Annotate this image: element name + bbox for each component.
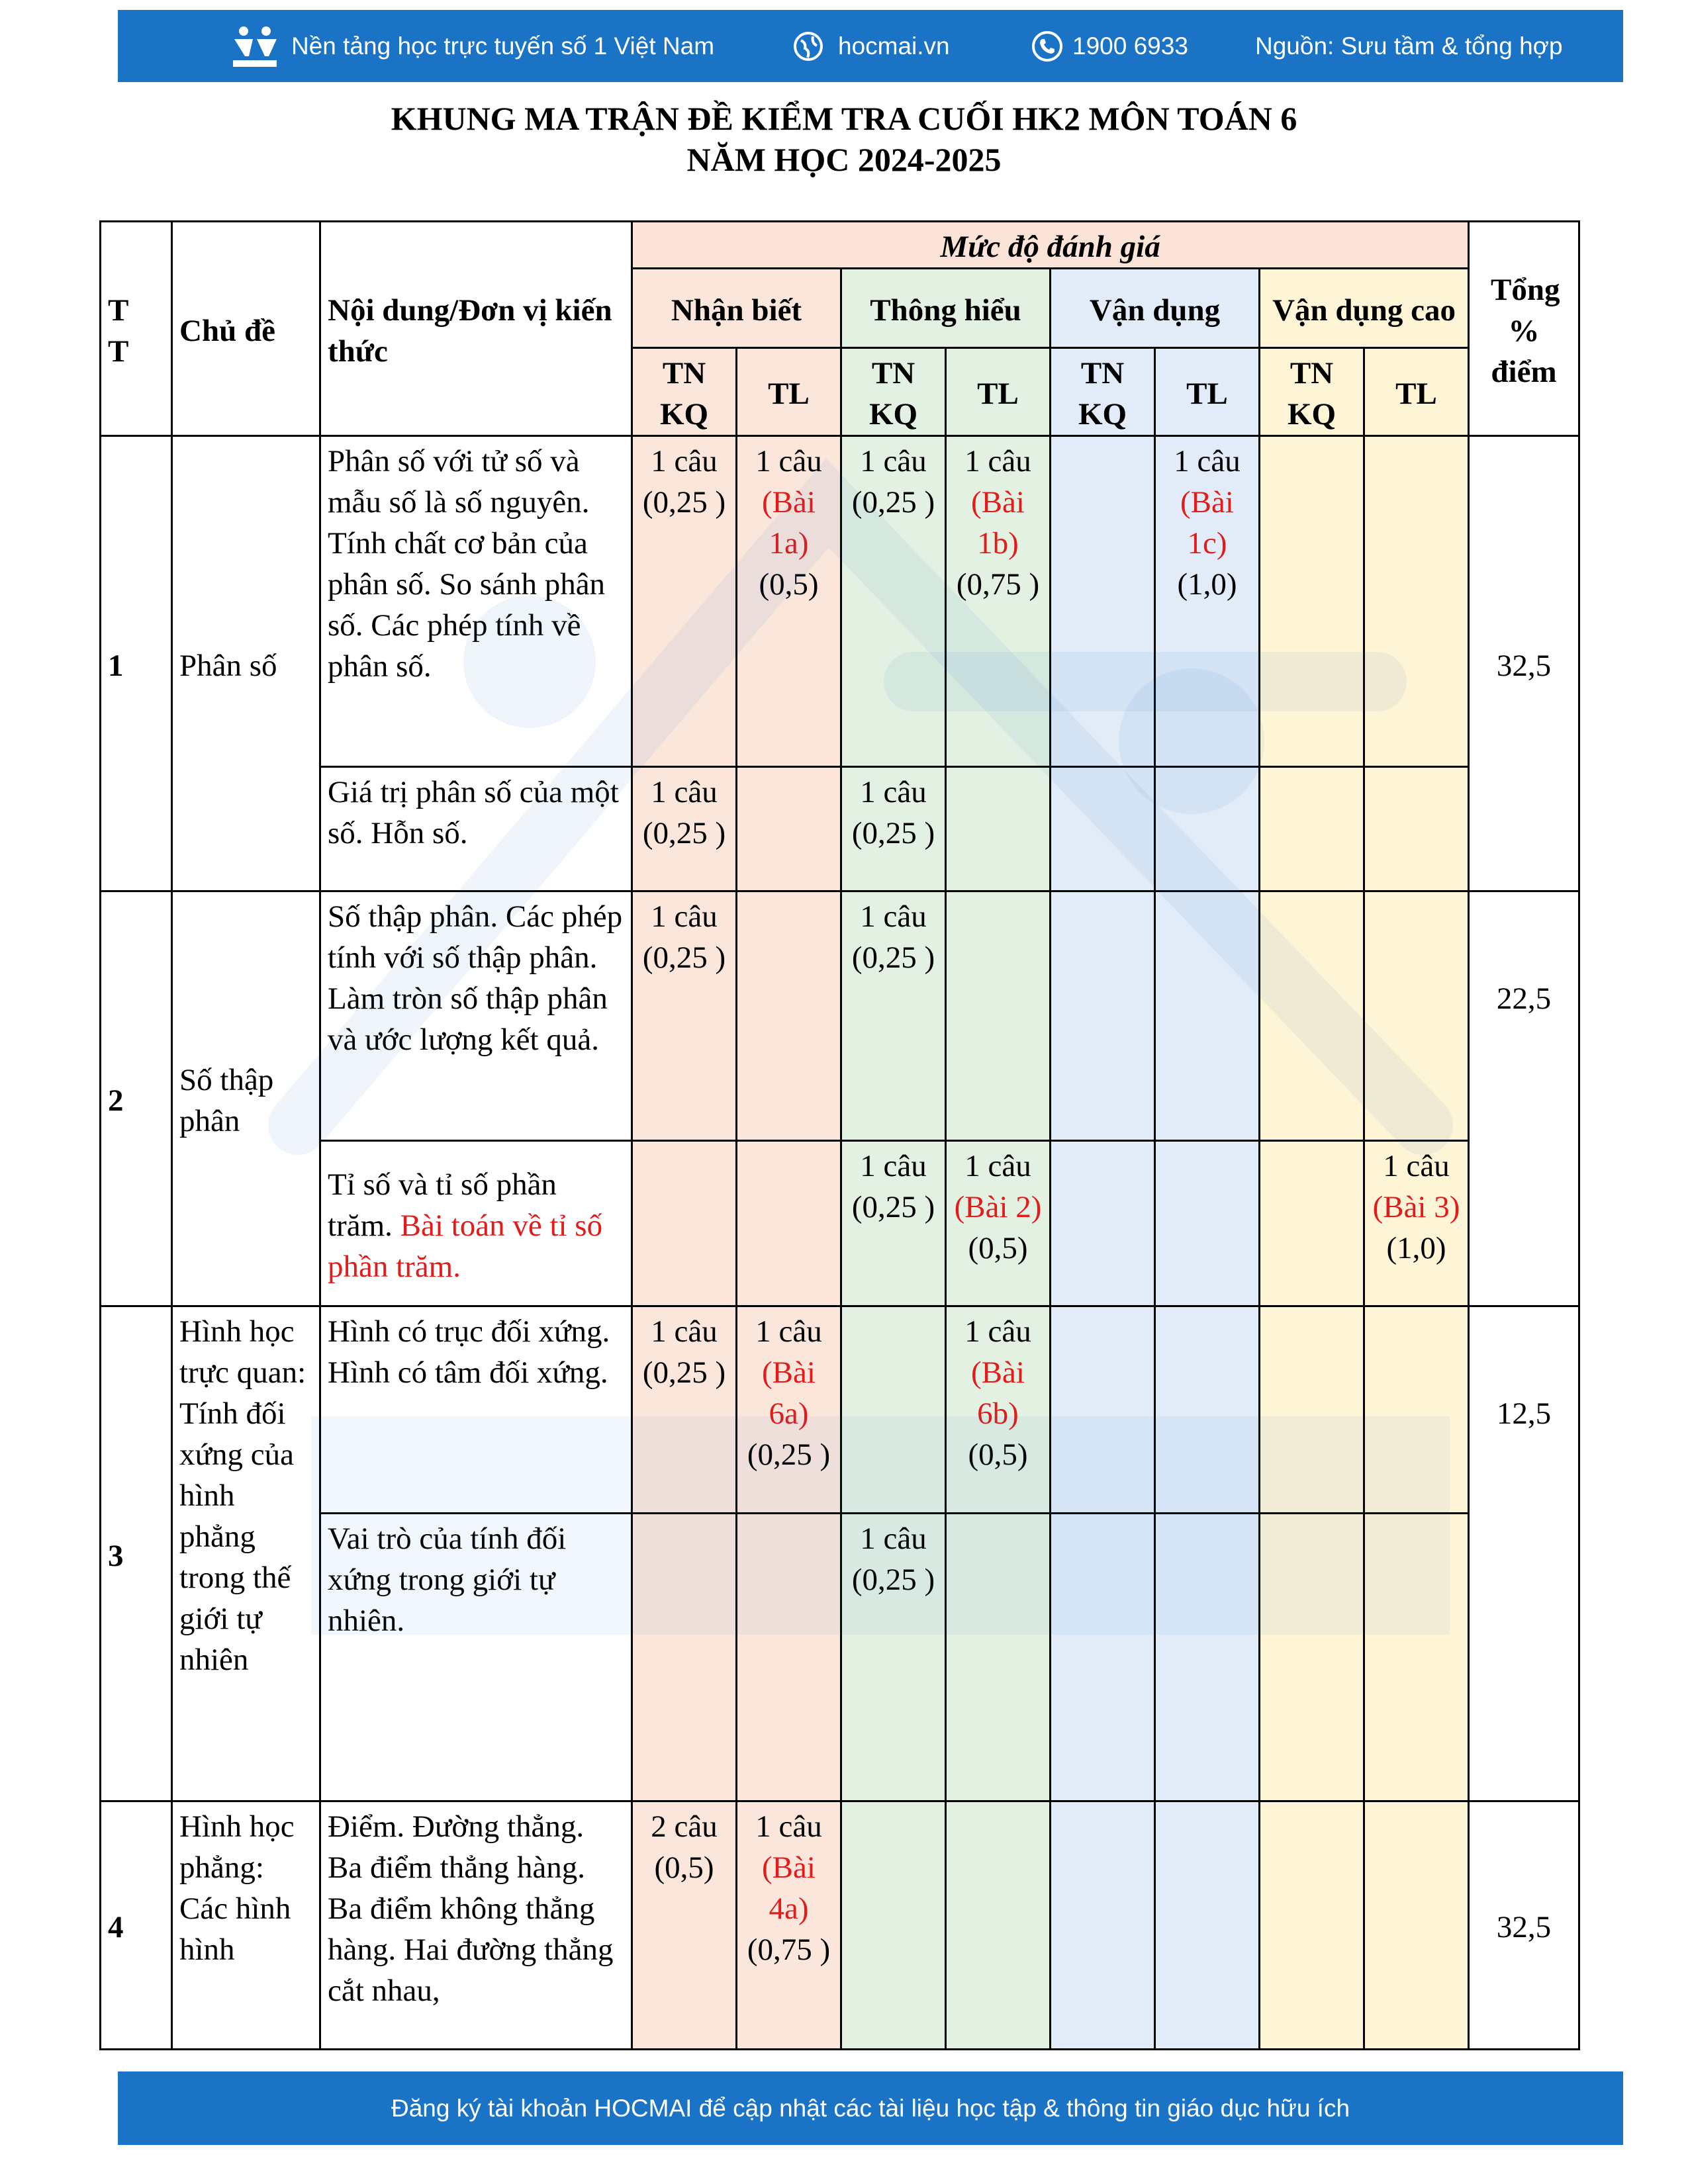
cell-nb-tl (737, 767, 841, 891)
cell-th-tl (946, 1514, 1051, 1801)
cell-vd-tnkq (1051, 767, 1155, 891)
cell-vd-tl (1155, 767, 1260, 891)
header-tt: T T (101, 222, 172, 436)
hocmai-logo-icon (229, 23, 282, 69)
cell-nb-tnkq: 2 câu (0,5) (632, 1801, 737, 2050)
topic-cell: Hình học trực quan: Tính đối xứng của hình phẳng trong thế giới tự nhiên (172, 1306, 320, 1801)
cell-vd-tnkq (1051, 1141, 1155, 1306)
cell-th-tl: 1 câu (Bài 1b) (0,75 ) (946, 436, 1051, 767)
brand-group (229, 10, 714, 82)
cell-nb-tl: 1 câu (Bài 4a) (0,75 ) (737, 1801, 841, 2050)
cell-vc-tl (1364, 1801, 1469, 2050)
cell-th-tl (946, 891, 1051, 1141)
cell-vd-tnkq (1051, 1306, 1155, 1514)
cell-vc-tnkq (1260, 1514, 1364, 1801)
table-row (101, 1801, 1579, 2050)
document-subtitle: NĂM HỌC 2024-2025 (686, 141, 1002, 178)
cell-nb-tnkq: 1 câu (0,25 ) (632, 767, 737, 891)
footer-banner[interactable] (118, 2071, 1623, 2145)
row-number: 1 (101, 436, 172, 891)
cell-vd-tnkq (1051, 436, 1155, 767)
cell-nb-tl (737, 1514, 841, 1801)
content-cell: Số thập phân. Các phép tính với số thập phân. Làm tròn số thập phân và ước lượng kết quả. (320, 891, 632, 1141)
cell-vd-tl: 1 câu (Bài 1c) (1,0) (1155, 436, 1260, 767)
total-cell: 32,5 (1469, 1801, 1579, 2050)
cell-nb-tnkq (632, 1141, 737, 1306)
top-banner (118, 10, 1623, 82)
header-levels: Mức độ đánh giá (632, 222, 1469, 269)
document-title: KHUNG MA TRẬN ĐỀ KIỂM TRA CUỐI HK2 MÔN TOÁN 6 (391, 100, 1297, 137)
cell-vc-tl (1364, 891, 1469, 1141)
cell-vc-tnkq (1260, 891, 1364, 1141)
level-thong-hieu: Thông hiểu (841, 269, 1051, 348)
sub-tnkq: TN KQ (1051, 348, 1155, 436)
content-cell: Phân số với tử số và mẫu số là số nguyên. Tính chất cơ bản của phân số. So sánh phân số. Các phép tính về phân số. (320, 436, 632, 767)
cell-th-tl (946, 767, 1051, 891)
topic-cell: Hình học phẳng: Các hình hình (172, 1801, 320, 2050)
row-number: 4 (101, 1801, 172, 2050)
cell-nb-tl: 1 câu (Bài 6a) (0,25 ) (737, 1306, 841, 1514)
slogan: Nền tảng học trực tuyến số 1 Việt Nam (291, 32, 715, 60)
cell-th-tnkq: 1 câu (0,25 ) (841, 1514, 946, 1801)
cell-th-tnkq: 1 câu (0,25 ) (841, 891, 946, 1141)
total-cell: 22,5 (1469, 891, 1579, 1306)
table-row (101, 767, 1579, 891)
content-cell: Tỉ số và tỉ số phần trăm. Bài toán về tỉ số phần trăm. (320, 1141, 632, 1306)
cell-vc-tl (1364, 767, 1469, 891)
cell-vc-tl (1364, 1306, 1469, 1514)
cell-vd-tl (1155, 1306, 1260, 1514)
cell-vc-tnkq (1260, 1306, 1364, 1514)
cell-th-tnkq: 1 câu (0,25 ) (841, 767, 946, 891)
topic-cell: Phân số (172, 436, 320, 891)
row-number: 2 (101, 891, 172, 1306)
cell-nb-tl: 1 câu (Bài 1a) (0,5) (737, 436, 841, 767)
phone-icon (1031, 30, 1063, 62)
assessment-matrix-table (99, 220, 1580, 2050)
table-row (101, 1141, 1579, 1306)
sub-tl: TL (737, 348, 841, 436)
content-cell: Vai trò của tính đối xứng trong giới tự nhiên. (320, 1514, 632, 1801)
cell-vd-tl (1155, 1141, 1260, 1306)
website-link[interactable]: hocmai.vn (838, 32, 950, 60)
total-cell: 32,5 (1469, 436, 1579, 891)
sub-tnkq: TN KQ (841, 348, 946, 436)
website-group[interactable] (793, 10, 950, 82)
sub-tl: TL (1364, 348, 1469, 436)
cell-vc-tl (1364, 436, 1469, 767)
header-topic: Chủ đề (172, 222, 320, 436)
cell-th-tnkq: 1 câu (0,25 ) (841, 1141, 946, 1306)
cell-vc-tl: 1 câu (Bài 3) (1,0) (1364, 1141, 1469, 1306)
cell-vd-tnkq (1051, 1801, 1155, 2050)
cell-vc-tnkq (1260, 436, 1364, 767)
cell-nb-tnkq: 1 câu (0,25 ) (632, 1306, 737, 1514)
cell-th-tl: 1 câu (Bài 2) (0,5) (946, 1141, 1051, 1306)
cell-th-tnkq (841, 1306, 946, 1514)
cell-vc-tnkq (1260, 1141, 1364, 1306)
cell-th-tl: 1 câu (Bài 6b) (0,5) (946, 1306, 1051, 1514)
table-row (101, 891, 1579, 1141)
content-cell: Giá trị phân số của một số. Hỗn số. (320, 767, 632, 891)
cell-vd-tl (1155, 1801, 1260, 2050)
globe-icon (793, 31, 823, 62)
table-row (101, 436, 1579, 767)
cell-vd-tnkq (1051, 1514, 1155, 1801)
cell-th-tl (946, 1801, 1051, 2050)
cell-nb-tnkq: 1 câu (0,25 ) (632, 891, 737, 1141)
cell-vd-tl (1155, 1514, 1260, 1801)
cell-vd-tnkq (1051, 891, 1155, 1141)
source-group (1255, 10, 1563, 82)
source-note: Nguồn: Sưu tầm & tổng hợp (1255, 32, 1563, 60)
cell-nb-tl (737, 891, 841, 1141)
content-cell: Hình có trục đối xứng. Hình có tâm đối xứng. (320, 1306, 632, 1514)
level-nhan-biet: Nhận biết (632, 269, 841, 348)
sub-tnkq: TN KQ (1260, 348, 1364, 436)
header-content: Nội dung/Đơn vị kiến thức (320, 222, 632, 436)
hotline-group[interactable] (1031, 10, 1188, 82)
cell-vc-tnkq (1260, 767, 1364, 891)
sub-tl: TL (1155, 348, 1260, 436)
cell-nb-tnkq (632, 1514, 737, 1801)
topic-cell: Số thập phân (172, 891, 320, 1306)
sub-tl: TL (946, 348, 1051, 436)
hotline[interactable]: 1900 6933 (1072, 32, 1188, 60)
total-cell: 12,5 (1469, 1306, 1579, 1801)
header-total: Tổng % điểm (1469, 222, 1579, 436)
cell-vc-tnkq (1260, 1801, 1364, 2050)
cell-nb-tnkq: 1 câu (0,25 ) (632, 436, 737, 767)
table-row (101, 1306, 1579, 1514)
table-row (101, 1514, 1579, 1801)
content-cell: Điểm. Đường thẳng. Ba điểm thẳng hàng. Ba điểm không thẳng hàng. Hai đường thẳng cắt nhau, (320, 1801, 632, 2050)
level-van-dung-cao: Vận dụng cao (1260, 269, 1469, 348)
cell-vd-tl (1155, 891, 1260, 1141)
cell-nb-tl (737, 1141, 841, 1306)
cell-th-tnkq: 1 câu (0,25 ) (841, 436, 946, 767)
cell-vc-tl (1364, 1514, 1469, 1801)
cell-th-tnkq (841, 1801, 946, 2050)
level-van-dung: Vận dụng (1051, 269, 1260, 348)
row-number: 3 (101, 1306, 172, 1801)
footer-text[interactable]: Đăng ký tài khoản HOCMAI để cập nhật các tài liệu học tập & thông tin giáo dục hữu ích (391, 2094, 1350, 2122)
sub-tnkq: TN KQ (632, 348, 737, 436)
